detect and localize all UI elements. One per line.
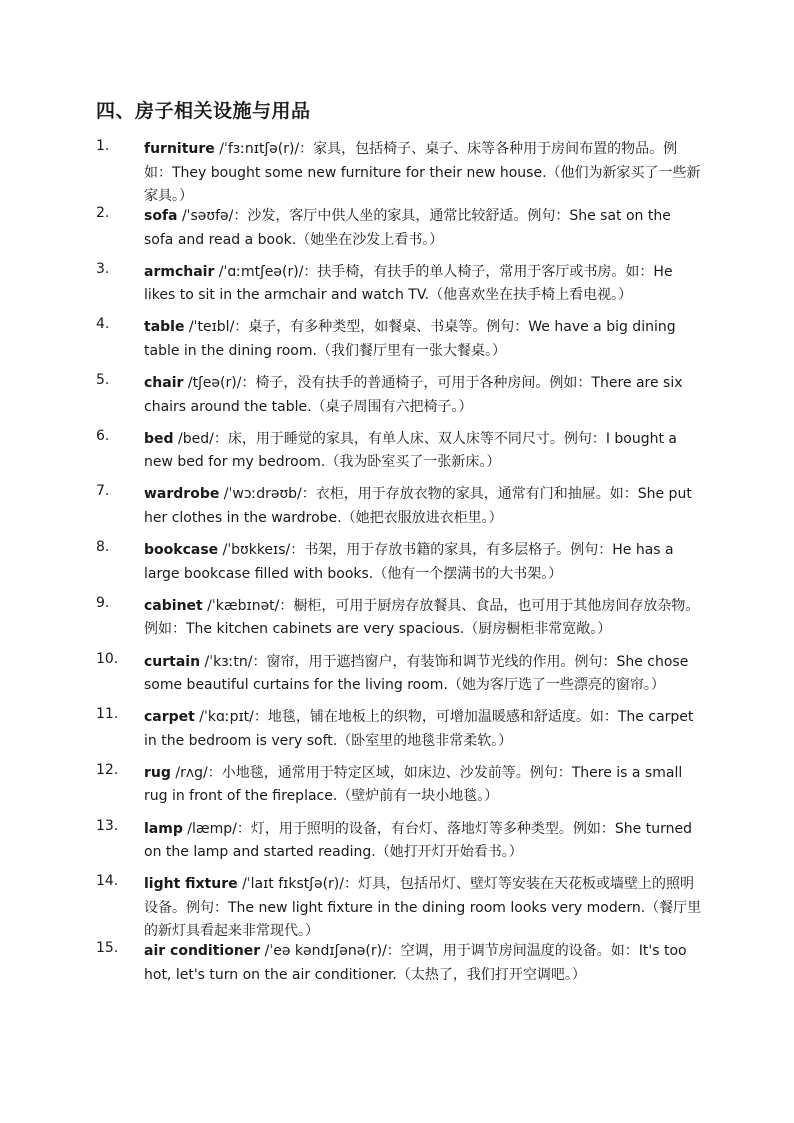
item-definition: /tʃeə(r)/：椅子，没有扶手的普通椅子，可用于各种房间。例如：There are six chairs around the table.（桌子周围有六把椅子。） xyxy=(144,375,683,415)
item-definition: /ˈbʊkkeɪs/：书架，用于存放书籍的家具，有多层格子。例句：He has a large bookcase filled with books.（他有一个摆满书的大书架。） xyxy=(144,542,674,582)
item-definition: /ˈfɜːnɪtʃə(r)/：家具，包括椅子、桌子、床等各种用于房间布置的物品。例如：They bought some new furniture for their new house.（他们为新家买了一些新家具。） xyxy=(144,141,701,204)
item-text xyxy=(144,706,704,753)
item-text xyxy=(144,138,704,209)
section-title: 四、房子相关设施与用品 xyxy=(96,100,311,122)
item-number: 5. xyxy=(96,372,110,389)
item-text xyxy=(144,873,704,944)
item-word: armchair xyxy=(144,263,215,280)
item-word: air conditioner xyxy=(144,943,261,960)
item-word: chair xyxy=(144,375,184,392)
item-text xyxy=(144,940,704,987)
item-word: light fixture xyxy=(144,876,238,893)
item-word: sofa xyxy=(144,208,178,224)
item-number: 1. xyxy=(96,138,110,154)
item-text xyxy=(144,595,704,642)
item-definition: /ˈɑːmtʃeə(r)/：扶手椅，有扶手的单人椅子，常用于客厅或书房。如：He likes to sit in the armchair and watch TV.（他喜欢坐在扶手椅上看电视。） xyxy=(144,263,673,304)
item-number: 11. xyxy=(96,706,119,723)
list-item xyxy=(0,203,794,259)
list-item xyxy=(0,259,794,315)
list-item xyxy=(0,816,794,872)
item-word: rug xyxy=(144,764,171,781)
item-definition: /ˈwɔːdrəʊb/：衣柜，用于存放衣物的家具，通常有门和抽屉。如：She put her clothes in the wardrobe.（她把衣服放进衣柜里。） xyxy=(144,486,692,526)
list-item xyxy=(0,426,794,482)
item-word: bed xyxy=(144,430,174,447)
list-item xyxy=(0,649,794,705)
item-text xyxy=(144,651,704,698)
item-definition: /ˈkɜːtn/：窗帘，用于遮挡窗户，有装饰和调节光线的作用。例句：She chose some beautiful curtains for the living room.（她为客厅选了一些漂亮的窗帘。） xyxy=(144,653,689,693)
list-item xyxy=(0,136,794,203)
list-item xyxy=(0,481,794,537)
list-item xyxy=(0,593,794,649)
item-definition: /ˈlaɪt fɪkstʃə(r)/：灯具，包括吊灯、壁灯等安装在天花板或墙壁上的照明设备。例句：The new light fixture in the dining room looks very modern.（餐厅里的新灯具看起来非常现代。） xyxy=(144,876,702,940)
item-word: cabinet xyxy=(144,597,203,614)
item-word: carpet xyxy=(144,709,195,726)
list-item xyxy=(0,370,794,426)
item-number: 3. xyxy=(96,260,110,277)
vocabulary-list xyxy=(0,136,794,994)
item-number: 7. xyxy=(96,483,110,500)
item-number: 9. xyxy=(96,594,110,611)
item-word: table xyxy=(144,319,185,336)
item-word: curtain xyxy=(144,653,201,670)
item-number: 13. xyxy=(96,817,119,834)
list-item xyxy=(0,314,794,370)
item-definition: /læmp/：灯，用于照明的设备，有台灯、落地灯等多种类型。例如：She turned on the lamp and started reading.（她打开灯开始看书。） xyxy=(144,820,692,861)
item-word: lamp xyxy=(144,820,183,837)
item-number: 4. xyxy=(96,316,110,333)
item-text xyxy=(144,818,704,865)
item-definition: /ˈkɑːpɪt/：地毯，铺在地板上的织物，可增加温暖感和舒适度。如：The carpet in the bedroom is very soft.（卧室里的地毯非常柔软。） xyxy=(144,709,694,749)
item-text xyxy=(144,539,704,586)
item-text xyxy=(144,428,704,475)
item-number: 12. xyxy=(96,761,119,778)
item-number: 6. xyxy=(96,427,110,444)
list-item xyxy=(0,871,794,938)
item-definition: /rʌg/：小地毯，通常用于特定区域，如床边、沙发前等。例句：There is a small rug in front of the fireplace.（壁炉前有一块小地毯。） xyxy=(144,764,683,805)
item-text xyxy=(144,372,704,419)
item-number: 2. xyxy=(96,205,110,221)
item-word: bookcase xyxy=(144,542,219,559)
item-definition: /ˈteɪbl/：桌子，有多种类型，如餐桌、书桌等。例句：We have a big dining table in the dining room.（我们餐厅里有一张大餐桌。） xyxy=(144,319,676,359)
item-definition: /ˈkæbɪnət/：橱柜，可用于厨房存放餐具、食品，也可用于其他房间存放杂物。例如：The kitchen cabinets are very spacious.（厨房橱柜非常宽敞。） xyxy=(144,597,700,638)
item-definition: /bed/：床，用于睡觉的家具，有单人床、双人床等不同尺寸。例句：I bought a new bed for my bedroom.（我为卧室买了一张新床。） xyxy=(144,430,677,471)
list-item xyxy=(0,760,794,816)
item-number: 15. xyxy=(96,940,119,957)
item-number: 14. xyxy=(96,873,119,890)
item-number: 10. xyxy=(96,650,119,667)
item-text xyxy=(144,483,704,530)
list-item xyxy=(0,537,794,593)
item-definition: /ˈeə kəndɪʃənə(r)/：空调，用于调节房间温度的设备。如：It's too hot, let's turn on the air conditioner.（太热了，我们打开空调吧。） xyxy=(144,943,687,983)
list-item xyxy=(0,938,794,994)
item-text xyxy=(144,205,704,252)
item-text xyxy=(144,261,704,308)
item-word: wardrobe xyxy=(144,486,220,503)
item-text xyxy=(144,316,704,363)
item-text xyxy=(144,762,704,809)
item-number: 8. xyxy=(96,539,110,556)
item-definition: /ˈsəʊfə/：沙发，客厅中供人坐的家具，通常比较舒适。例句：She sat on the sofa and read a book.（她坐在沙发上看书。） xyxy=(144,208,671,248)
item-word: furniture xyxy=(144,141,215,157)
list-item xyxy=(0,704,794,760)
